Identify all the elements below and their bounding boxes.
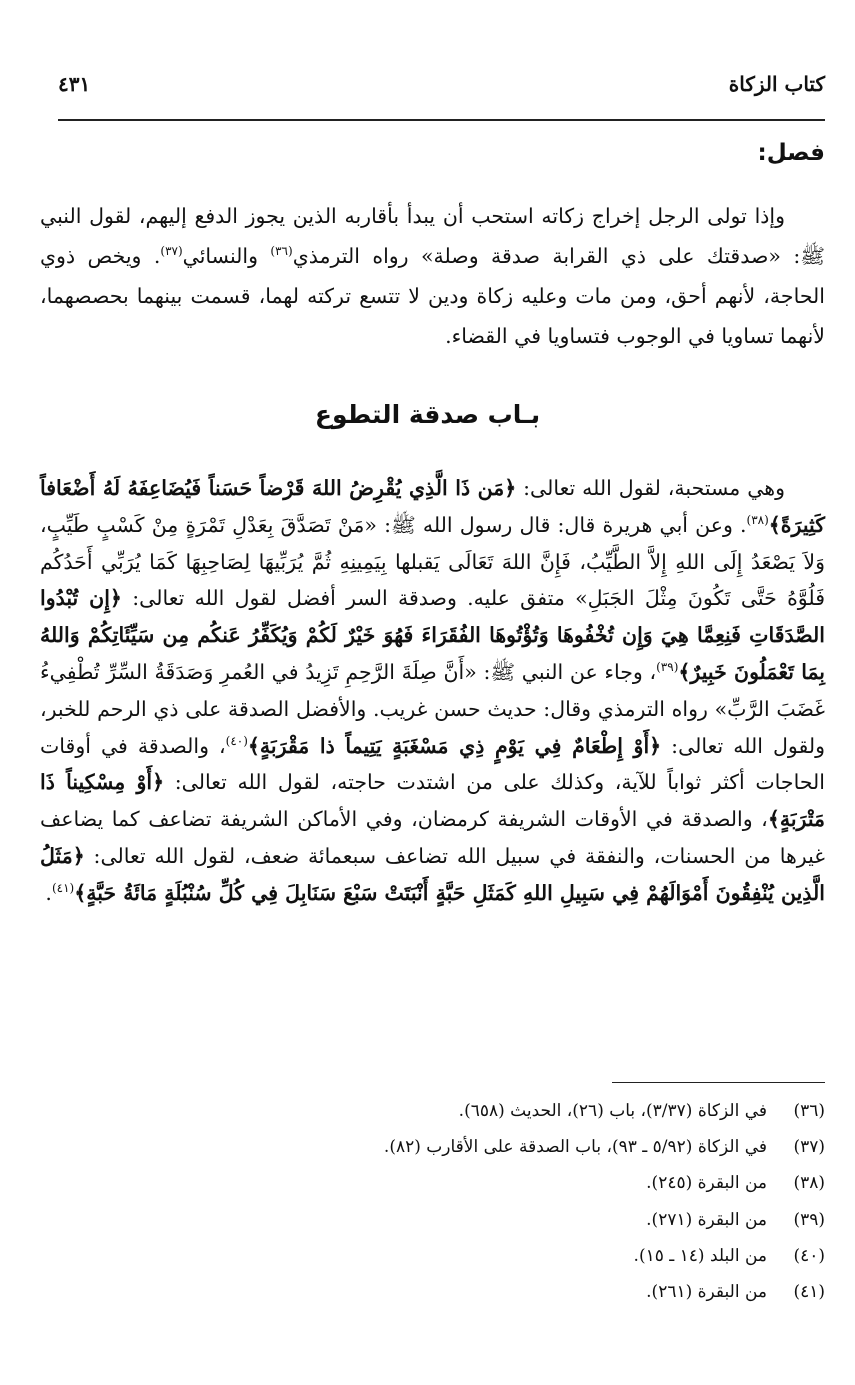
footnote-number: (٣٦) [793, 1101, 825, 1121]
paragraph-voluntary-charity [40, 470, 825, 912]
paragraph-text: . [45, 880, 52, 905]
footnote-ref[interactable]: (٣٦) [270, 244, 293, 259]
footnote-text: في الزكاة (٣/٣٧)، باب (٢٦)، الحديث (٦٥٨). [458, 1101, 767, 1121]
footnote-ref[interactable]: (٣٩) [656, 660, 679, 675]
footnote-text: من البقرة (٢٤٥). [646, 1173, 767, 1194]
page-number: ٤٣١ [58, 72, 91, 96]
paragraph-text: وإذا تولى الرجل إخراج زكاته استحب أن يبدأ بأقاربه الذين يجوز الدفع إليهم، لقول النبي ﷺ: «صدقتك على ذي القرابة صدقة وصلة» رواه الترمذي [40, 204, 825, 268]
footnote-number: (٣٩) [793, 1209, 825, 1230]
footnotes-list [40, 1096, 825, 1313]
footnote-item [40, 1277, 825, 1313]
quran-quote: ﴿مَن ذَا الَّذِي يُقْرِضُ اللهَ قَرْضاً حَسَناً فَيُضَاعِفَهُ لَهُ أَضْعَافاً كَثِيرَةً﴾ [40, 476, 825, 537]
footnote-divider [612, 1082, 825, 1083]
header-divider [58, 119, 825, 121]
footnote-number: (٤٠) [793, 1245, 825, 1266]
footnote-number: (٣٧) [793, 1137, 825, 1158]
footnote-item [40, 1205, 825, 1241]
section-heading: فصل: [757, 140, 825, 166]
footnote-text: من البلد (١٤ ـ ١٥). [633, 1245, 767, 1266]
footnote-item [40, 1096, 825, 1132]
paragraph-text: ، وجاء عن النبي ﷺ: «أَنَّ صِلَةَ الرَّحِمِ تَزِيدُ في العُمرِ وَصَدَقَةُ السِّرِّ تُطْفِيءُ غَضَبَ الرَّبِّ» رواه الترمذي وقال: حديث حسن غريب. والأفضل الصدقة على ذي الرحم للخبر، ولقول الله تعالى: [40, 659, 826, 758]
footnote-text: في الزكاة (٥/٩٢ ـ ٩٣)، باب الصدقة على الأقارب (٨٢). [383, 1137, 767, 1158]
footnote-number: (٣٨) [793, 1173, 825, 1194]
page-header [58, 66, 825, 106]
paragraph-text: . وعن أبي هريرة قال: قال رسول الله ﷺ: «مَنْ تَصَدَّقَ بِعَدْلِ تَمْرَةٍ مِنْ كَسْبٍ طَيِّبٍ، وَلاَ يَصْعَدُ إِلَى اللهِ إِلاَّ الطَّيِّبُ، فَإِنَّ اللهَ تَعَالَى يَقبلها بِيَمِينِهِ ثُمَّ يُرَبِّيهَا لِصَاحِبِهَا كَمَا يُرَبِّي أَحَدُكُم فَلُوَّهُ حَتَّى تَكُونَ مِثْلَ الجَبَلِ» متفق عليه. وصدقة السر أفضل لقول الله تعالى: [40, 512, 825, 611]
footnote-ref[interactable]: (٣٨) [746, 512, 769, 527]
quran-quote: ﴿إِن تُبْدُوا الصَّدَقَاتِ فَنِعِمَّا هِيَ وَإِن تُخْفُوهَا وَتُؤْتُوهَا الفُقَرَاءَ فَهُوَ خَيْرٌ لَكُمْ وَيُكَفِّرُ عَنكُم مِن سَيِّئَاتِكُمْ وَاللهُ بِمَا تَعْمَلُونَ خَبِيرٌ﴾ [40, 586, 826, 684]
footnote-item [40, 1168, 825, 1204]
paragraph-text: والنسائي [182, 244, 271, 268]
paragraph-zakat-relatives [40, 196, 825, 356]
footnote-ref[interactable]: (٤٠) [225, 733, 248, 748]
footnote-ref[interactable]: (٤١) [51, 880, 75, 895]
quran-quote: ﴿أَوْ إِطْعَامٌ فِي يَوْمٍ ذِي مَسْغَبَةٍ يَتِيماً ذا مَقْرَبَةٍ﴾ [247, 733, 662, 758]
footnote-item [40, 1241, 825, 1277]
book-title: كتاب الزكاة [728, 72, 825, 96]
footnote-text: من البقرة (٢٦١). [646, 1281, 767, 1302]
quran-quote: ﴿أَوْ مِسْكِيناً ذَا مَتْرَبَةٍ﴾ [40, 770, 825, 832]
footnote-ref[interactable]: (٣٧) [160, 244, 183, 259]
footnote-text: من البقرة (٢٧١). [646, 1209, 767, 1230]
footnote-number: (٤١) [793, 1281, 825, 1302]
paragraph-text: وهي مستحبة، لقول الله تعالى: [516, 476, 785, 500]
paragraph-text: . ويخص ذوي الحاجة، لأنهم أحق، ومن مات وعليه زكاة ودين لا تتسع تركته لهما، قسمت بينهما بحصصهما، لأنهما تساويا في الوجوب فتساويا في القضاء. [40, 244, 825, 348]
footnote-item [40, 1132, 825, 1168]
paragraph-text: ، والصدقة في الأوقات الشريفة كرمضان، وفي الأماكن الشريفة تضاعف كما يضاعف غيرها من الحسنات، والنفقة في سبيل الله تضاعف سبعمائة ضعف، لقول الله تعالى: [40, 807, 825, 868]
chapter-title: بـاب صدقة التطوع [314, 400, 541, 429]
quran-quote: ﴿مَثَلُ الَّذِين يُنْفِقُونَ أَمْوَالَهُمْ فِي سَبِيلِ اللهِ كَمَثَلِ حَبَّةٍ أَنْبَتَتْ سَبْعَ سَنَابِلَ فِي كُلِّ سُنْبُلَةٍ مَائَةُ حَبَّةٍ﴾ [40, 843, 825, 905]
paragraph-text: ، والصدقة في أوقات الحاجات أكثر ثواباً للآية، وكذلك على من اشتدت حاجته، لقول الله تعالى: [40, 733, 825, 795]
